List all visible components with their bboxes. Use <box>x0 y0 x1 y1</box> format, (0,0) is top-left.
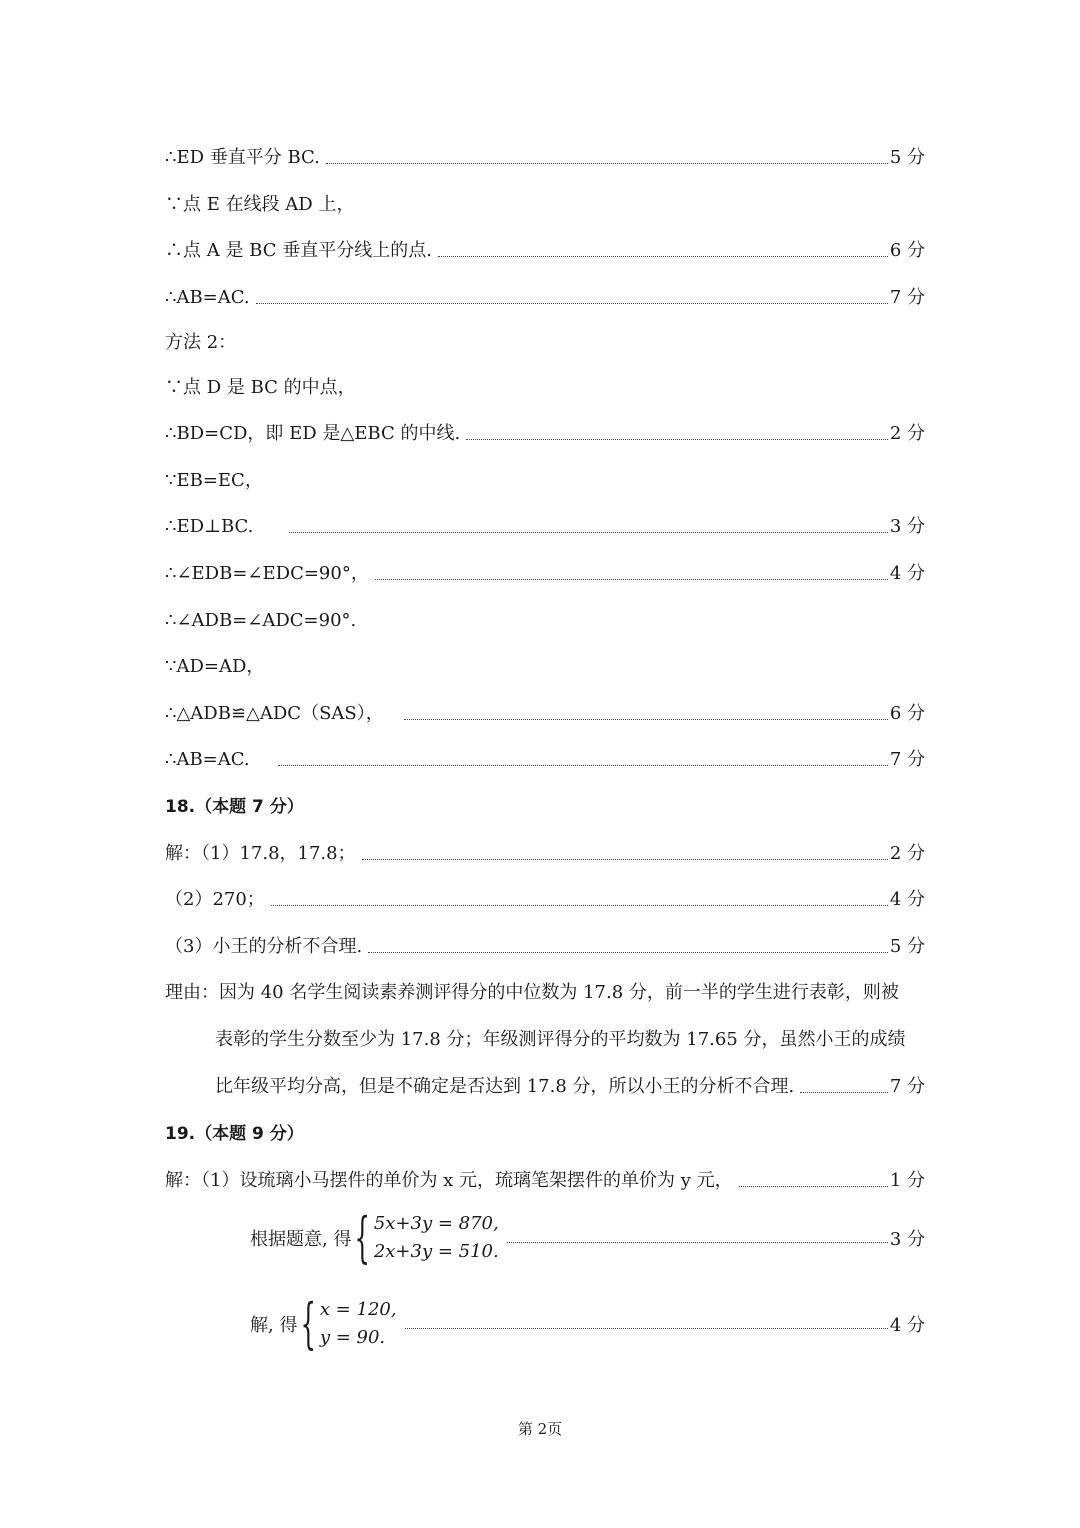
q18-reason-line-1: 理由：因为 40 名学生阅读素养测评得分的中位数为 17.8 分，前一半的学生进行表彰，则被 <box>165 982 899 1003</box>
page-number: 第 2页 <box>517 1420 563 1438</box>
proof-line: ∴△ADB≌△ADC（SAS）， 6 分 <box>165 703 925 724</box>
q18-heading: 18.（本题 7 分） <box>165 797 304 817</box>
proof-line: ∴ED⊥BC. 3 分 <box>165 516 925 537</box>
left-brace-icon: { <box>354 1206 371 1269</box>
proof-line: ∴点 A 是 BC 垂直平分线上的点. 6 分 <box>165 240 925 261</box>
proof-line: ∴∠EDB=∠EDC=90°， 4 分 <box>165 563 925 584</box>
q18-part1: 解：（1）17.8，17.8； 2 分 <box>165 843 925 864</box>
q18-part2: （2）270； 4 分 <box>165 889 925 910</box>
proof-line: ∵AD=AD， <box>165 656 265 677</box>
method-2-label: 方法 2： <box>165 332 237 353</box>
q19-equation-system: 根据题意, 得 { 5x+3y = 870, 2x+3y = 510. 3 分 <box>250 1206 925 1269</box>
equation-stack: 5x+3y = 870, 2x+3y = 510. <box>373 1213 499 1262</box>
q19-solution-system: 解, 得 { x = 120, y = 90. 4 分 <box>250 1292 925 1355</box>
q18-part3: （3）小王的分析不合理. 5 分 <box>165 936 925 957</box>
q18-reason-line-3: 比年级平均分高，但是不确定是否达到 17.8 分，所以小王的分析不合理. 7 分 <box>215 1076 925 1097</box>
proof-line: ∵点 D 是 BC 的中点， <box>165 377 356 398</box>
proof-line: ∴AB=AC. 7 分 <box>165 287 925 308</box>
proof-line: ∵EB=EC， <box>165 470 263 491</box>
q18-reason-line-2: 表彰的学生分数至少为 17.8 分；年级测评得分的平均数为 17.65 分，虽然小王的成绩 <box>215 1029 906 1050</box>
left-brace-icon: { <box>300 1292 317 1355</box>
proof-line: ∵点 E 在线段 AD 上， <box>165 194 355 215</box>
proof-line: ∴BD=CD，即 ED 是△EBC 的中线. 2 分 <box>165 423 925 444</box>
solution-stack: x = 120, y = 90. <box>319 1299 397 1348</box>
proof-line: ∴ED 垂直平分 BC. 5 分 <box>165 147 925 168</box>
q19-part1: 解：（1）设琉璃小马摆件的单价为 x 元，琉璃笔架摆件的单价为 y 元， 1 分 <box>165 1170 925 1191</box>
q19-heading: 19.（本题 9 分） <box>165 1124 304 1144</box>
proof-line: ∴∠ADB=∠ADC=90°. <box>165 610 357 631</box>
proof-line: ∴AB=AC. 7 分 <box>165 749 925 770</box>
